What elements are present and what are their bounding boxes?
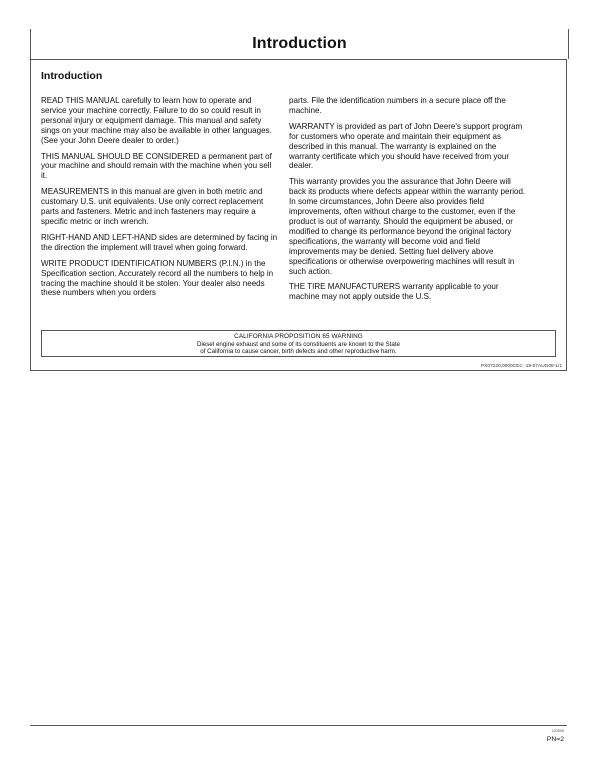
paragraph-pin: WRITE PRODUCT IDENTIFICATION NUMBERS (P.I.N.) in the Specification section. Accurately record all the numbers to help in tracing the machine should it be stolen. Your dealer also needs these numbers when you orders (41, 258, 274, 298)
introduction-section (30, 59, 567, 371)
footer-date-code: 120608 (551, 729, 564, 733)
section-heading: Introduction (41, 70, 103, 82)
left-column (41, 96, 278, 304)
reference-code: PX07220,0000CEC -19-07AUG08-1/1 (480, 364, 562, 369)
warning-line-1: Diesel engine exhaust and some of its constituents are known to the State (197, 340, 400, 348)
paragraph-measurements: MEASUREMENTS in this manual are given in both metric and customary U.S. unit equivalents. Use only correct replacement parts and fasteners. Metric and inch fasteners may require a specific metric or inch wrench. (41, 187, 264, 226)
right-column (289, 96, 526, 308)
page-number: PN=2 (546, 736, 564, 743)
page-header (30, 29, 569, 59)
paragraph-read-manual: READ THIS MANUAL carefully to learn how to operate and service your machine correctly. Failure to do so could result in personal injury or equipment damage. This manual and safety sings on your machine may also be available in other languages. (See your John Deere dealer to order.) (41, 96, 272, 145)
paragraph-permanent-part: THIS MANUAL SHOULD BE CONSIDERED a permanent part of your machine and should remain with the machine when you sell it. (41, 151, 272, 181)
paragraph-warranty: WARRANTY is provided as part of John Deere's support program for customers who operate and maintain their equipment as described in this manual. The warranty is explained on the warranty certificate which you should have received from your dealer. (289, 121, 523, 171)
warning-title: CALIFORNIA PROPOSITION 65 WARNING (234, 333, 363, 340)
footer-divider (30, 725, 567, 726)
page-title: Introduction (252, 35, 347, 52)
warning-line-2: of California to cause cancer, birth defects and other reproductive harm. (200, 348, 397, 356)
paragraph-right-left-hand: RIGHT-HAND AND LEFT-HAND sides are determined by facing in the direction the implement will travel when going forward. (41, 232, 278, 252)
prop65-warning-box (41, 330, 556, 357)
paragraph-tire-warranty: THE TIRE MANUFACTURERS warranty applicable to your machine may not apply outside the U.S. (289, 282, 499, 302)
paragraph-warranty-assurance: This warranty provides you the assurance that John Deere will back its products where defects appear within the warranty period. In some circumstances, John Deere also provides field improvements, often without charge to the customer, even if the product is out of warranty. Should the equipment be abused, or modified to change its performance beyond the original factory specifications, the warranty will become void and field improvements may be denied. Setting fuel delivery above specifications or otherwise overpowering machines will result in such action. (289, 177, 526, 276)
paragraph-parts-continued: parts. File the identification numbers in a secure place off the machine. (289, 96, 506, 115)
